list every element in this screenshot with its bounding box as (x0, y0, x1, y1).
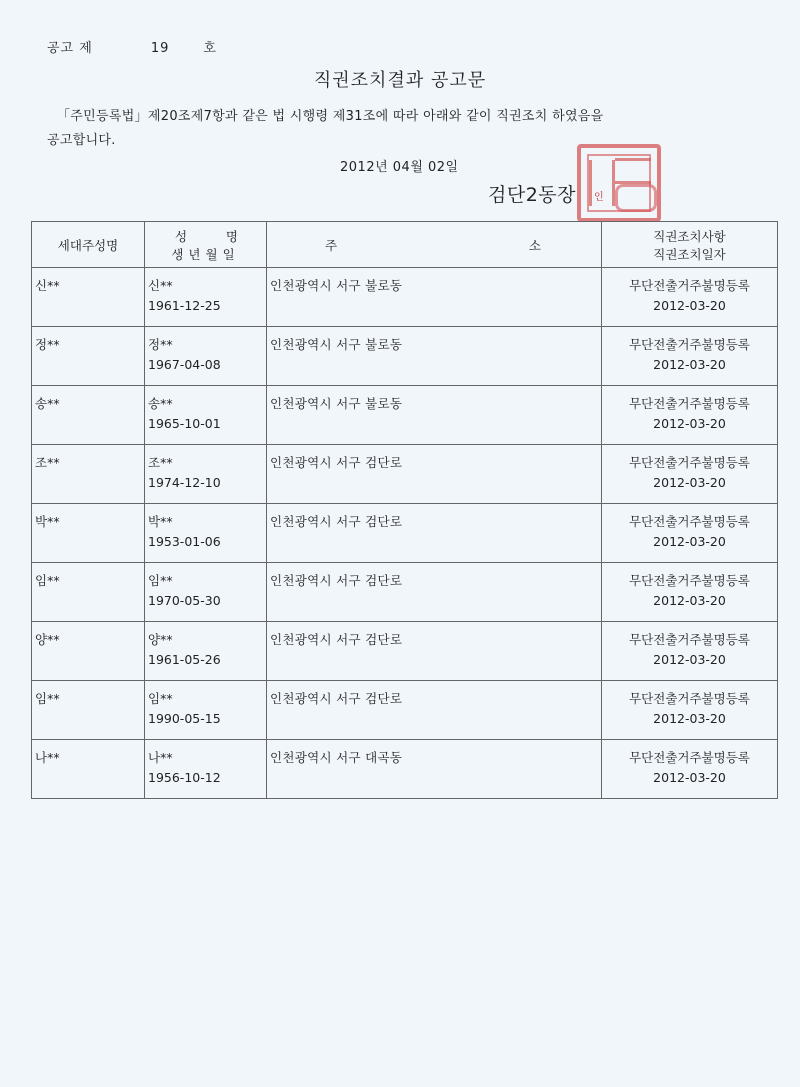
cell-household-head: 임** (32, 681, 145, 740)
cell-address: 인천광역시 서구 대곡동 (267, 740, 602, 799)
cell-household-head: 임** (32, 563, 145, 622)
cell-name-birth: 임** 1970-05-30 (145, 563, 267, 622)
cell-household-head: 박** (32, 504, 145, 563)
cell-action: 무단전출거주불명등록 2012-03-20 (602, 504, 778, 563)
table-row (32, 681, 778, 740)
table-row (32, 268, 778, 327)
cell-household-head: 양** (32, 622, 145, 681)
cell-address: 인천광역시 서구 검단로 (267, 563, 602, 622)
cell-name-birth: 임** 1990-05-15 (145, 681, 267, 740)
cell-action: 무단전출거주불명등록 2012-03-20 (602, 563, 778, 622)
intro-line-2: 공고합니다. (47, 133, 116, 148)
cell-action: 무단전출거주불명등록 2012-03-20 (602, 268, 778, 327)
signer-seal-mark: 인 (594, 192, 604, 203)
cell-action: 무단전출거주불명등록 2012-03-20 (602, 740, 778, 799)
table-row (32, 386, 778, 445)
intro-line-1: 「주민등록법」제20조제7항과 같은 법 시행령 제31조에 따라 아래와 같이 직권조치 하였음을 (57, 109, 604, 124)
cell-household-head: 신** (32, 268, 145, 327)
notice-number-value: 19 (150, 41, 170, 56)
cell-name-birth: 조** 1974-12-10 (145, 445, 267, 504)
table-row (32, 327, 778, 386)
cell-household-head: 송** (32, 386, 145, 445)
cell-name-birth: 송** 1965-10-01 (145, 386, 267, 445)
cell-action: 무단전출거주불명등록 2012-03-20 (602, 327, 778, 386)
table-row (32, 445, 778, 504)
header-address: 주 소 (267, 222, 602, 268)
cell-household-head: 나** (32, 740, 145, 799)
table-row (32, 504, 778, 563)
roster-table (31, 221, 778, 799)
header-action: 직권조치사항 직권조치일자 (602, 222, 778, 268)
cell-name-birth: 신** 1961-12-25 (145, 268, 267, 327)
document-title: 직권조치결과 공고문 (313, 70, 487, 91)
cell-name-birth: 나** 1956-10-12 (145, 740, 267, 799)
signer-title: 검단2동장 (488, 184, 577, 206)
cell-name-birth: 정** 1967-04-08 (145, 327, 267, 386)
cell-address: 인천광역시 서구 검단로 (267, 622, 602, 681)
cell-address: 인천광역시 서구 검단로 (267, 445, 602, 504)
cell-address: 인천광역시 서구 검단로 (267, 681, 602, 740)
cell-household-head: 조** (32, 445, 145, 504)
notice-date: 2012년 04월 02일 (340, 160, 459, 175)
notice-prefix: 공고 제 (47, 41, 93, 56)
table-row (32, 563, 778, 622)
notice-number (47, 37, 217, 56)
table-row (32, 622, 778, 681)
cell-address: 인천광역시 서구 검단로 (267, 504, 602, 563)
cell-action: 무단전출거주불명등록 2012-03-20 (602, 386, 778, 445)
cell-household-head: 정** (32, 327, 145, 386)
table-row (32, 740, 778, 799)
cell-name-birth: 박** 1953-01-06 (145, 504, 267, 563)
cell-action: 무단전출거주불명등록 2012-03-20 (602, 681, 778, 740)
official-seal (577, 144, 661, 222)
header-household-head: 세대주성명 (32, 222, 145, 268)
cell-action: 무단전출거주불명등록 2012-03-20 (602, 622, 778, 681)
table-header-row (32, 222, 778, 268)
cell-address: 인천광역시 서구 불로동 (267, 386, 602, 445)
notice-suffix: 호 (203, 41, 217, 56)
header-name-birth: 성 명 생년월일 (145, 222, 267, 268)
cell-name-birth: 양** 1961-05-26 (145, 622, 267, 681)
cell-address: 인천광역시 서구 불로동 (267, 327, 602, 386)
cell-action: 무단전출거주불명등록 2012-03-20 (602, 445, 778, 504)
cell-address: 인천광역시 서구 불로동 (267, 268, 602, 327)
